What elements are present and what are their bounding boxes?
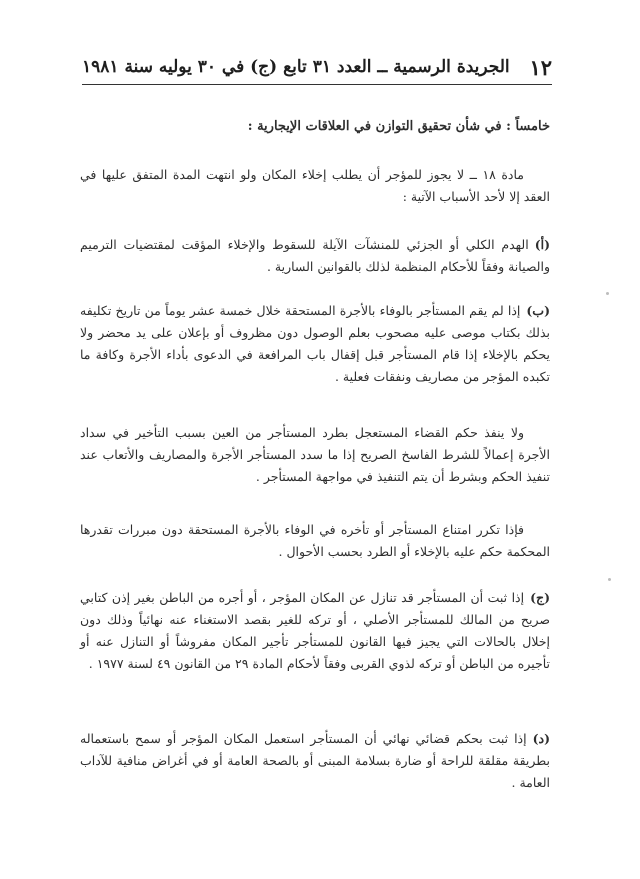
paragraph-repeated-delay: فإذا تكرر امتناع المستأجر أو تأخره في الوفاء بالأجرة المستحقة دون مبررات تقدرها المحكمة حكم عليه بالإخلاء أو الطرد بحسب الأحوال . bbox=[80, 522, 550, 559]
paragraph-b-marker: (ب) bbox=[526, 303, 550, 318]
paragraph-a-text: الهدم الكلي أو الجزئي للمنشآت الآيلة للسقوط والإخلاء المؤقت لمقتضيات الترميم والصيانة وفقاً للأحكام المنظمة لذلك بالقوانين السارية . bbox=[80, 237, 550, 274]
page-number: ١٢ bbox=[529, 54, 552, 80]
paragraph-a bbox=[80, 234, 550, 278]
paragraph-b bbox=[80, 300, 550, 388]
header-title: الجريدة الرسمية ــ العدد ٣١ تابع (ج) في ٣٠ يوليه سنة ١٩٨١ bbox=[82, 57, 510, 77]
scan-speck bbox=[608, 578, 611, 581]
paragraph-a-marker: (أ) bbox=[534, 237, 550, 252]
scan-speck bbox=[606, 292, 609, 295]
paragraph-j bbox=[80, 587, 550, 675]
paragraph-urgent-judgment: ولا ينفذ حكم القضاء المستعجل بطرد المستأجر من العين بسبب التأخير في سداد الأجرة إعمالاً للشرط الفاسخ الصريح إذا ما سدد المستأجر الأجرة والمصاريف والأتعاب عند تنفيذ الحكم وبشرط أن يتم التنفيذ في مواجهة المستأجر . bbox=[80, 425, 550, 484]
paragraph-j-marker: (ج) bbox=[530, 590, 550, 605]
paragraph-d bbox=[80, 728, 550, 794]
paragraph-b-text: إذا لم يقم المستأجر بالوفاء بالأجرة المستحقة خلال خمسة عشر يوماً من تاريخ تكليفه بذلك بكتاب موصى عليه مصحوب بعلم الوصول دون مظروف أو بإعلان على يد محضر ولا يحكم بالإخلاء إذا قام المستأجر قبل إقفال باب المرافعة في الدعوى بأداء الأجرة وكافة ما تكبده المؤجر من مصاريف ونفقات فعلية . bbox=[80, 303, 550, 384]
article-18: مادة ١٨ ــ لا يجوز للمؤجر أن يطلب إخلاء المكان ولو انتهت المدة المتفق عليها في العقد إلا لأحد الأسباب الآتية : bbox=[80, 167, 550, 204]
page-header bbox=[82, 50, 552, 85]
section-title: خامساً : في شأن تحقيق التوازن في العلاقات الإيجارية : bbox=[247, 119, 550, 134]
paragraph-d-text: إذا ثبت بحكم قضائي نهائي أن المستأجر استعمل المكان المؤجر أو سمح باستعماله بطريقة مقلقة للراحة أو ضارة بسلامة المبنى أو بالصحة العامة أو في أغراض منافية للآداب العامة . bbox=[80, 731, 550, 790]
paragraph-d-marker: (د) bbox=[532, 731, 550, 746]
paragraph-j-text: إذا ثبت أن المستأجر قد تنازل عن المكان المؤجر ، أو أجره من الباطن بغير إذن كتابي صريح من المالك للمستأجر الأصلي ، أو تركه للغير بقصد الاستغناء عنه نهائياً وذلك دون إخلال بالحالات التي يجيز فيها القانون للمستأجر تأجير المكان مفروشاً أو التنازل عنه أو تأجيره من الباطن أو تركه لذوي القربى وفقاً لأحكام المادة ٢٩ من القانون ٤٩ لسنة ١٩٧٧ . bbox=[80, 590, 550, 671]
